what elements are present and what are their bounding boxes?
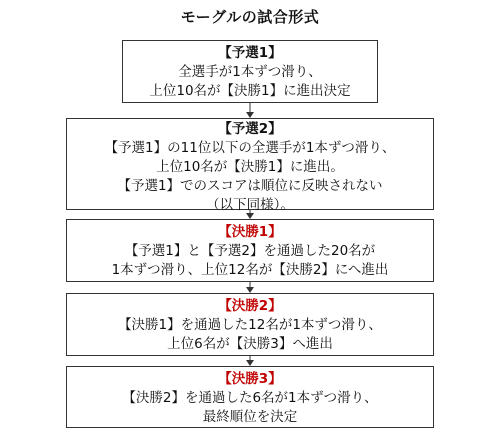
arrow-3-to-4 [246, 282, 254, 293]
box-line: 1本ずつ滑り、上位12名が【決勝2】にへ進出 [111, 262, 389, 278]
box-qualifying-1 [122, 40, 378, 103]
box-line: 上位10名が【決勝1】に進出決定 [149, 83, 351, 99]
diagram-title: モーグルの試合形式 [180, 8, 320, 26]
box-line: 【決勝2】を通過した6名が1本ずつ滑り、 [122, 390, 378, 406]
box-heading: 【予選1】 [218, 45, 282, 61]
box-line: 全選手が1本ずつ滑り、 [178, 64, 322, 80]
box-final-3 [66, 366, 434, 428]
box-line: 最終順位を決定 [202, 409, 298, 425]
box-line: 【決勝1】を通過した12名が1本ずつ滑り、 [118, 317, 382, 333]
box-qualifying-2 [66, 118, 434, 213]
box-heading: 【決勝3】 [218, 371, 282, 387]
box-line: 【予選1】の11位以下の全選手が1本ずつ滑り、 [104, 140, 396, 156]
box-final-1 [66, 219, 434, 282]
box-line: 【予選1】でのスコアは順位に反映されない [117, 178, 383, 194]
box-heading: 【予選2】 [218, 121, 282, 137]
arrow-4-to-5 [246, 356, 254, 366]
box-line: （以下同様）。 [206, 197, 294, 213]
box-heading: 【決勝1】 [218, 224, 282, 240]
box-line: 上位10名が【決勝1】に進出。 [156, 159, 344, 175]
arrow-1-to-2 [246, 103, 254, 118]
box-line: 上位6名が【決勝3】へ進出 [167, 336, 333, 352]
box-final-2 [66, 293, 434, 356]
box-heading: 【決勝2】 [218, 298, 282, 314]
box-line: 【予選1】と【予選2】を通過した20名が [124, 243, 376, 259]
